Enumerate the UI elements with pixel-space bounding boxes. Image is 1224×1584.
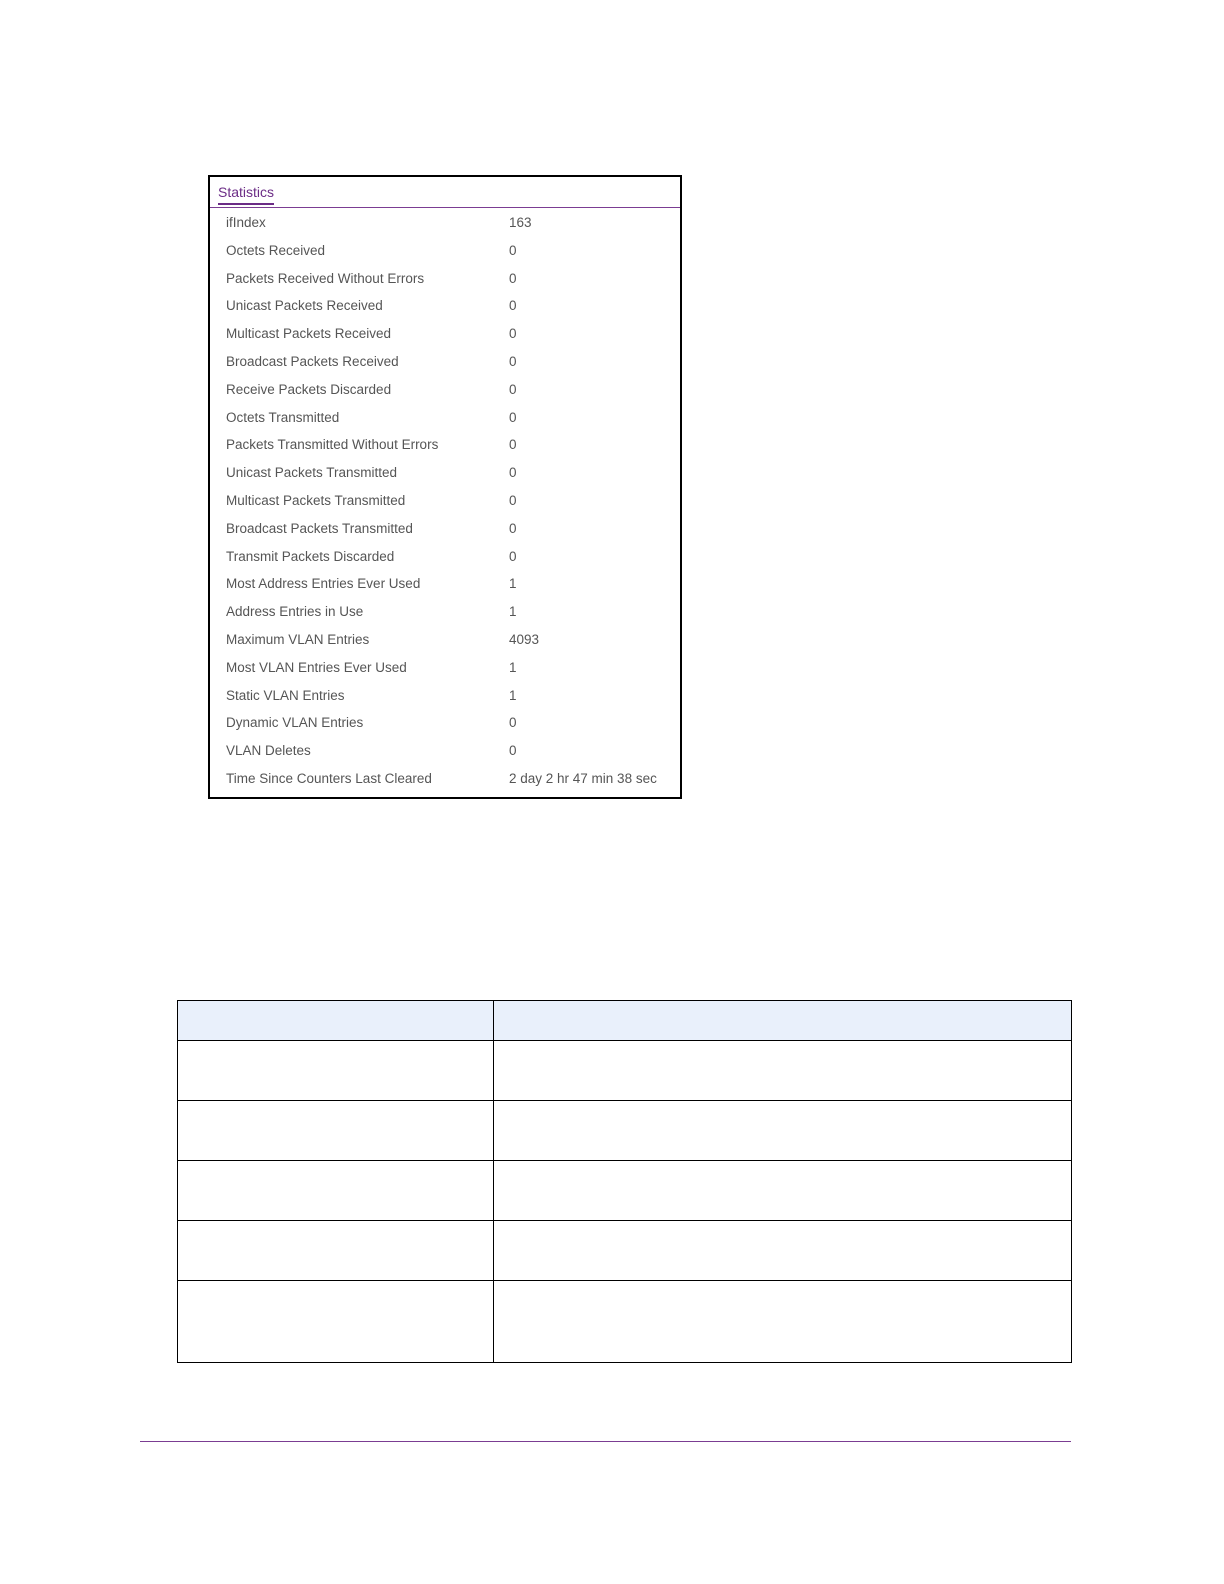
table-cell xyxy=(178,1101,494,1161)
statistics-row-label: ifIndex xyxy=(226,215,266,230)
statistics-row xyxy=(210,599,680,627)
statistics-row-value: 0 xyxy=(509,409,517,425)
statistics-row-value: 1 xyxy=(509,659,517,675)
statistics-row-label: Dynamic VLAN Entries xyxy=(226,715,364,731)
statistics-row-label: Multicast Packets Transmitted xyxy=(226,492,406,508)
statistics-row xyxy=(210,293,680,321)
statistics-row-value: 163 xyxy=(509,215,532,230)
statistics-row-label: Address Entries in Use xyxy=(226,604,364,620)
statistics-row-label: VLAN Deletes xyxy=(226,743,311,759)
statistics-row-value: 0 xyxy=(509,298,517,314)
table-row xyxy=(178,1101,1072,1161)
table-header-cell xyxy=(494,1001,1072,1041)
statistics-row xyxy=(210,432,680,460)
statistics-title: Statistics xyxy=(218,183,274,205)
statistics-row-label: Receive Packets Discarded xyxy=(226,381,392,397)
statistics-row-value: 0 xyxy=(509,242,517,258)
statistics-row-label: Most Address Entries Ever Used xyxy=(226,576,421,592)
statistics-row-value: 1 xyxy=(509,687,517,703)
statistics-row-label: Static VLAN Entries xyxy=(226,687,345,703)
statistics-row xyxy=(210,655,680,683)
statistics-row-value: 0 xyxy=(509,437,517,453)
statistics-row-label: Octets Received xyxy=(226,242,326,258)
statistics-row xyxy=(210,405,680,433)
statistics-row-label: Most VLAN Entries Ever Used xyxy=(226,659,407,675)
statistics-row-value: 0 xyxy=(509,548,517,564)
table-row xyxy=(178,1161,1072,1221)
statistics-panel xyxy=(208,175,682,799)
statistics-row-value: 0 xyxy=(509,381,517,397)
table-cell xyxy=(178,1221,494,1281)
statistics-row-label: Unicast Packets Received xyxy=(226,298,383,314)
statistics-row-label: Packets Received Without Errors xyxy=(226,270,425,286)
statistics-row-value: 1 xyxy=(509,604,517,620)
table-cell xyxy=(178,1041,494,1101)
statistics-row-value: 0 xyxy=(509,465,517,481)
footer-divider xyxy=(140,1441,1071,1442)
statistics-row-value: 0 xyxy=(509,520,517,536)
statistics-row-label: Packets Transmitted Without Errors xyxy=(226,437,439,453)
statistics-row xyxy=(210,266,680,294)
statistics-row xyxy=(210,710,680,738)
statistics-row-label: Time Since Counters Last Cleared xyxy=(226,770,432,786)
table-header-row xyxy=(178,1001,1072,1041)
statistics-row-label: Broadcast Packets Received xyxy=(226,353,399,369)
table-cell xyxy=(178,1161,494,1221)
statistics-row-label: Octets Transmitted xyxy=(226,409,340,425)
statistics-row xyxy=(210,377,680,405)
statistics-row xyxy=(210,683,680,711)
statistics-row-label: Transmit Packets Discarded xyxy=(226,548,395,564)
statistics-row-label: Maximum VLAN Entries xyxy=(226,631,370,647)
table-cell xyxy=(494,1221,1072,1281)
statistics-row xyxy=(210,321,680,349)
statistics-row xyxy=(210,766,680,794)
statistics-row xyxy=(210,488,680,516)
statistics-row-value: 0 xyxy=(509,743,517,759)
table-cell xyxy=(178,1281,494,1363)
statistics-row xyxy=(210,210,680,238)
table-cell xyxy=(494,1281,1072,1363)
statistics-row xyxy=(210,460,680,488)
statistics-row-label: Unicast Packets Transmitted xyxy=(226,465,398,481)
table-row xyxy=(178,1041,1072,1101)
statistics-row-value: 0 xyxy=(509,326,517,342)
statistics-row xyxy=(210,738,680,766)
statistics-panel-header xyxy=(210,177,680,208)
statistics-row-value: 0 xyxy=(509,715,517,731)
statistics-row-value: 4093 xyxy=(509,631,540,647)
description-table xyxy=(177,1000,1072,1363)
statistics-row-value: 0 xyxy=(509,492,517,508)
statistics-row-label: Multicast Packets Received xyxy=(226,326,392,342)
table-cell xyxy=(494,1041,1072,1101)
table-header-cell xyxy=(178,1001,494,1041)
statistics-row-value: 0 xyxy=(509,353,517,369)
statistics-row xyxy=(210,238,680,266)
statistics-row xyxy=(210,627,680,655)
table-row xyxy=(178,1221,1072,1281)
table-cell xyxy=(494,1101,1072,1161)
table-cell xyxy=(494,1161,1072,1221)
table-row xyxy=(178,1281,1072,1363)
statistics-row-value: 2 day 2 hr 47 min 38 sec xyxy=(509,770,657,786)
statistics-row xyxy=(210,349,680,377)
statistics-list xyxy=(210,210,680,794)
statistics-row-value: 1 xyxy=(509,576,517,592)
statistics-row-label: Broadcast Packets Transmitted xyxy=(226,520,413,536)
statistics-row xyxy=(210,544,680,572)
statistics-row-value: 0 xyxy=(509,270,517,286)
statistics-row xyxy=(210,571,680,599)
statistics-row xyxy=(210,516,680,544)
